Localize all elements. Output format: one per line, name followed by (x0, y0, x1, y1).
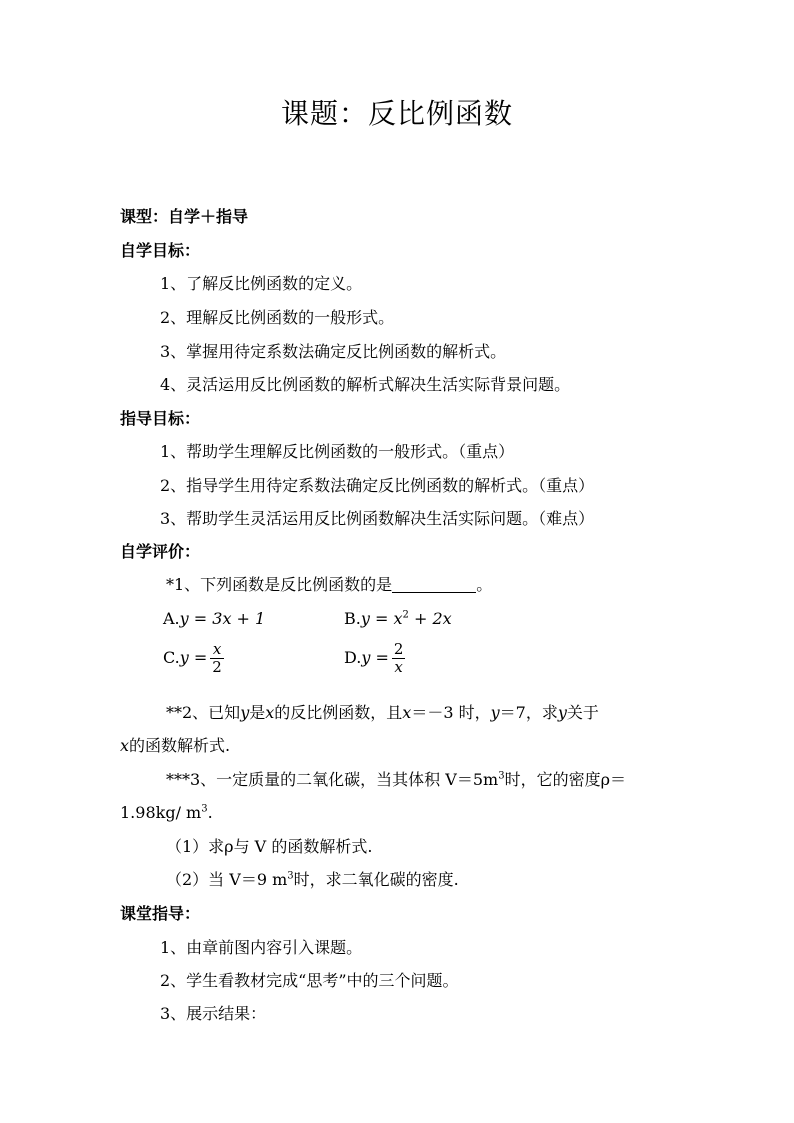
question-3-text-a: ***3、一定质量的二氧化碳，当其体积 V＝5m (166, 770, 499, 789)
variable-x: x (402, 703, 412, 722)
self-study-item-4: 4、灵活运用反比例函数的解析式解决生活实际背景问题。 (160, 375, 571, 394)
option-c-num: x (210, 641, 224, 659)
option-d-fraction (392, 641, 406, 676)
question-3-text-e: （2）当 V＝9 m (166, 870, 288, 889)
option-d-label: D. (344, 648, 362, 667)
question-2-text-b: 是 (249, 703, 266, 722)
page-title: 课题：反比例函数 (280, 97, 513, 130)
classroom-item-3: 3、展示结果： (160, 1004, 267, 1023)
question-3-line-1 (166, 769, 626, 791)
question-1-stem: *1、下列函数是反比例函数的是 (166, 575, 393, 594)
lesson-type (120, 206, 248, 228)
classroom-item-1: 1、由章前图内容引入课题。 (160, 938, 363, 957)
lesson-type-text: 课型：自学＋指导 (120, 207, 249, 226)
classroom-item-2: 2、学生看教材完成“思考”中的三个问题。 (160, 971, 459, 990)
self-study-heading: 自学目标： (120, 241, 201, 260)
question-2-text-f: 关于 (566, 703, 599, 722)
question-3-text-f: 时，求二氧化碳的密度. (293, 870, 459, 889)
guidance-item-2: 2、指导学生用待定系数法确定反比例函数的解析式。（重点） (160, 476, 595, 495)
question-2-text-d: ＝－3 时， (411, 703, 491, 722)
question-3-line-2 (120, 802, 213, 824)
superscript: 3 (287, 870, 294, 882)
option-d-lhs: y = (361, 648, 389, 667)
option-d-num: 2 (393, 640, 404, 658)
option-b-pre: y = x (360, 609, 403, 628)
question-3-sub-2 (166, 869, 459, 891)
option-c (163, 640, 224, 676)
option-d-den: x (394, 658, 403, 676)
question-3-text-c: 1.98kg/ m (120, 803, 202, 822)
question-3-sub-1: （1）求ρ与 V 的函数解析式. (166, 837, 373, 856)
variable-y: y (240, 703, 250, 722)
option-d (344, 640, 405, 676)
variable-x: x (120, 736, 130, 755)
option-c-fraction (210, 641, 224, 676)
option-c-label: C. (163, 648, 180, 667)
guidance-item-1: 1、帮助学生理解反比例函数的一般形式。（重点） (160, 442, 515, 461)
option-b-sup: 2 (402, 609, 409, 621)
question-1-end: 。 (476, 575, 493, 594)
option-b-post: + 2x (408, 609, 452, 628)
option-a (163, 608, 265, 630)
option-a-label: A. (163, 609, 180, 628)
question-2-line-1 (166, 702, 599, 724)
variable-y: y (490, 703, 500, 722)
question-2-text-a: **2、已知 (166, 703, 241, 722)
variable-y: y (557, 703, 567, 722)
question-2-text-g: 的函数解析式. (129, 736, 231, 755)
superscript: 3 (498, 770, 505, 782)
answer-blank[interactable] (392, 576, 476, 593)
question-2-line-2 (120, 735, 230, 757)
option-c-lhs: y = (179, 648, 208, 667)
question-1 (166, 574, 492, 596)
guidance-heading: 指导目标： (120, 409, 201, 428)
self-study-item-1: 1、了解反比例函数的定义。 (160, 274, 363, 293)
option-c-den: 2 (212, 658, 222, 676)
question-2-text-e: ＝7，求 (499, 703, 558, 722)
question-2-text-c: 的反比例函数，且 (274, 703, 403, 722)
variable-x: x (265, 703, 275, 722)
evaluation-heading: 自学评价： (120, 542, 201, 561)
option-b (344, 608, 452, 630)
option-a-expr: y = 3x + 1 (179, 609, 266, 628)
question-3-text-b: 时，它的密度ρ＝ (504, 770, 626, 789)
option-b-label: B. (344, 609, 361, 628)
self-study-item-2: 2、理解反比例函数的一般形式。 (160, 308, 395, 327)
classroom-heading: 课堂指导： (120, 904, 201, 923)
question-3-text-d: . (207, 803, 213, 822)
guidance-item-3: 3、帮助学生灵活运用反比例函数解决生活实际问题。（难点） (160, 509, 595, 528)
self-study-item-3: 3、掌握用待定系数法确定反比例函数的解析式。 (160, 342, 507, 361)
superscript: 3 (201, 803, 208, 815)
